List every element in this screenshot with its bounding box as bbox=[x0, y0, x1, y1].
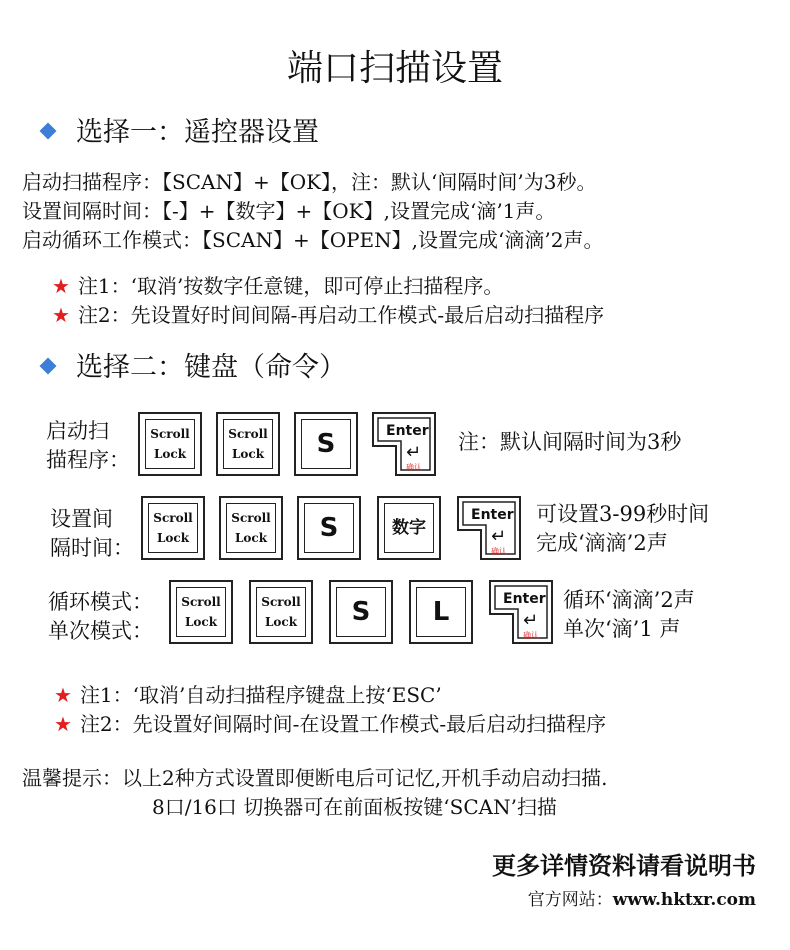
scroll-lock-key bbox=[216, 412, 280, 476]
enter-key-outline bbox=[457, 496, 521, 560]
scroll-lock-key bbox=[138, 412, 202, 476]
key-text: Lock bbox=[231, 447, 265, 461]
note-text: 注2：先设置好时间间隔-再启动工作模式-最后启动扫描程序 bbox=[77, 303, 605, 327]
scroll-lock-key bbox=[219, 496, 283, 560]
key-text: L bbox=[432, 597, 450, 627]
diamond-icon bbox=[40, 357, 57, 374]
row1-note: 注：默认间隔时间为3秒 bbox=[458, 430, 682, 454]
l-key bbox=[409, 580, 473, 644]
key-text: S bbox=[316, 429, 336, 459]
option1-line: 启动扫描程序：【SCAN】+【OK】，注：默认‘间隔时间’为3秒。 bbox=[22, 170, 597, 194]
row2-label bbox=[50, 505, 134, 563]
option1-line: 启动循环工作模式：【SCAN】+【OPEN】,设置完成‘滴滴’2声。 bbox=[22, 228, 604, 252]
row3-note bbox=[563, 586, 695, 644]
option2-note bbox=[54, 679, 442, 708]
option2-heading-text: 选择二：键盘（命令） bbox=[76, 352, 346, 383]
note-line: 循环‘滴滴’2声 bbox=[563, 588, 695, 612]
option2-heading bbox=[42, 345, 346, 384]
website bbox=[528, 885, 756, 910]
enter-text: Enter bbox=[386, 423, 429, 439]
return-arrow-icon: ↵ bbox=[491, 526, 507, 547]
row2-note bbox=[536, 500, 709, 558]
scroll-lock-key bbox=[169, 580, 233, 644]
row1-label bbox=[46, 417, 130, 475]
label-line: 设置间 bbox=[50, 507, 113, 531]
key-text: Scroll bbox=[150, 427, 190, 441]
option1-heading bbox=[42, 110, 319, 149]
key-text: Lock bbox=[184, 615, 218, 629]
key-text: Scroll bbox=[261, 595, 301, 609]
enter-sub-text: 确认 bbox=[491, 547, 507, 556]
key-text: Scroll bbox=[153, 511, 193, 525]
note-text: 注1：‘取消’按数字任意键，即可停止扫描程序。 bbox=[77, 274, 504, 298]
note-text: 注2：先设置好间隔时间-在设置工作模式-最后启动扫描程序 bbox=[79, 712, 607, 736]
enter-key-outline bbox=[372, 412, 436, 476]
more-info-text: 更多详情资料请看说明书 bbox=[492, 852, 756, 880]
enter-sub-text: 确认 bbox=[523, 631, 539, 640]
key-text: 数字 bbox=[392, 518, 426, 538]
note-text: 注1：‘取消’自动扫描程序键盘上按‘ESC’ bbox=[79, 683, 442, 707]
option1-note bbox=[52, 299, 604, 328]
enter-key bbox=[372, 412, 436, 476]
key-text: Lock bbox=[234, 531, 268, 545]
key-text: Scroll bbox=[228, 427, 268, 441]
digits-key bbox=[377, 496, 441, 560]
page-title: 端口扫描设置 bbox=[286, 48, 503, 89]
key-text: Lock bbox=[153, 447, 187, 461]
enter-sub-text: 确认 bbox=[406, 463, 422, 472]
star-icon: ★ bbox=[54, 712, 72, 736]
label-line: 单次模式： bbox=[48, 619, 153, 643]
row3-label bbox=[48, 588, 153, 646]
label-line: 描程序： bbox=[46, 448, 130, 472]
star-icon: ★ bbox=[52, 303, 70, 327]
key-text: Scroll bbox=[231, 511, 271, 525]
scroll-lock-key bbox=[249, 580, 313, 644]
s-key bbox=[297, 496, 361, 560]
note-line: 完成‘滴滴’2声 bbox=[536, 531, 668, 555]
key-text: S bbox=[351, 597, 371, 627]
key-text: Lock bbox=[264, 615, 298, 629]
scroll-lock-key bbox=[141, 496, 205, 560]
key-text: S bbox=[319, 513, 339, 543]
site-url: www.hktxr.com bbox=[612, 890, 756, 910]
enter-key-outline bbox=[489, 580, 553, 644]
enter-key bbox=[457, 496, 521, 560]
option1-heading-text: 选择一：遥控器设置 bbox=[76, 117, 319, 148]
enter-text: Enter bbox=[471, 507, 514, 523]
label-line: 隔时间： bbox=[50, 536, 134, 560]
star-icon: ★ bbox=[54, 683, 72, 707]
option1-line: 设置间隔时间：【-】+【数字】+【OK】,设置完成‘滴’1声。 bbox=[22, 199, 556, 223]
note-line: 单次‘滴’1 声 bbox=[563, 617, 681, 641]
tip-line: 8口/16口 切换器可在前面板按键‘SCAN’扫描 bbox=[152, 795, 557, 819]
option2-note bbox=[54, 708, 606, 737]
key-text: Scroll bbox=[181, 595, 221, 609]
option1-note bbox=[52, 270, 503, 299]
return-arrow-icon: ↵ bbox=[406, 442, 422, 463]
note-line: 可设置3-99秒时间 bbox=[536, 502, 710, 526]
label-line: 启动扫 bbox=[46, 419, 109, 443]
star-icon: ★ bbox=[52, 274, 70, 298]
enter-text: Enter bbox=[503, 591, 546, 607]
return-arrow-icon: ↵ bbox=[523, 610, 539, 631]
enter-key bbox=[489, 580, 553, 644]
label-line: 循环模式： bbox=[48, 590, 153, 614]
diamond-icon bbox=[40, 122, 57, 139]
s-key bbox=[294, 412, 358, 476]
site-label: 官方网站： bbox=[527, 890, 613, 910]
key-text: Lock bbox=[156, 531, 190, 545]
s-key bbox=[329, 580, 393, 644]
tip-line: 温馨提示：以上2种方式设置即便断电后可记忆,开机手动启动扫描. bbox=[22, 766, 608, 790]
